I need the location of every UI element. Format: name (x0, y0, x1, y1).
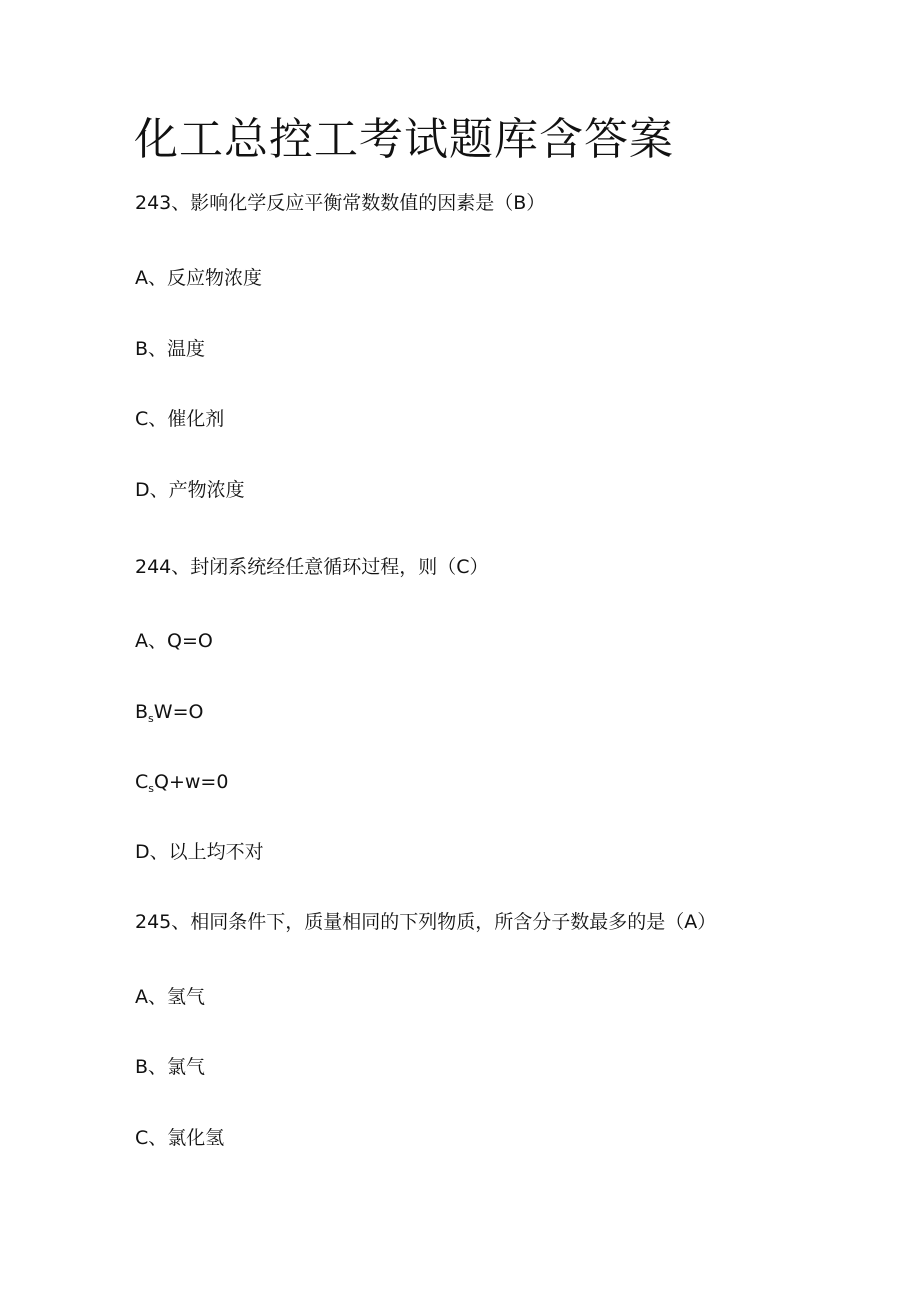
document-title: 化工总控工考试题库含答案 (134, 114, 674, 165)
question-244-option-b (135, 699, 203, 725)
option-letter: B (135, 701, 149, 723)
option-text: Q+w=0 (154, 771, 229, 793)
option-letter: C (135, 771, 149, 793)
question-243-stem: 243、影响化学反应平衡常数数值的因素是（B） (135, 192, 546, 214)
option-mark: s (148, 782, 155, 795)
question-245-stem: 245、相同条件下，质量相同的下列物质，所含分子数最多的是（A） (135, 911, 717, 933)
option-mark: s (148, 712, 154, 725)
question-244-option-d: D、以上均不对 (135, 841, 264, 863)
question-245-option-b: B、氯气 (135, 1056, 206, 1078)
question-245-option-a: A、氢气 (135, 986, 205, 1008)
question-243-option-a: A、反应物浓度 (135, 267, 262, 289)
question-244-stem: 244、封闭系统经任意循环过程，则（C） (135, 556, 489, 578)
question-245-option-c: C、氯化氢 (135, 1127, 225, 1149)
question-243-option-d: D、产物浓度 (135, 479, 245, 501)
question-243-option-c: C、催化剂 (135, 408, 225, 430)
option-text: W=O (153, 701, 204, 723)
question-243-option-b: B、温度 (135, 338, 206, 360)
question-244-option-a: A、Q=O (135, 630, 213, 652)
question-244-option-c (135, 769, 228, 795)
